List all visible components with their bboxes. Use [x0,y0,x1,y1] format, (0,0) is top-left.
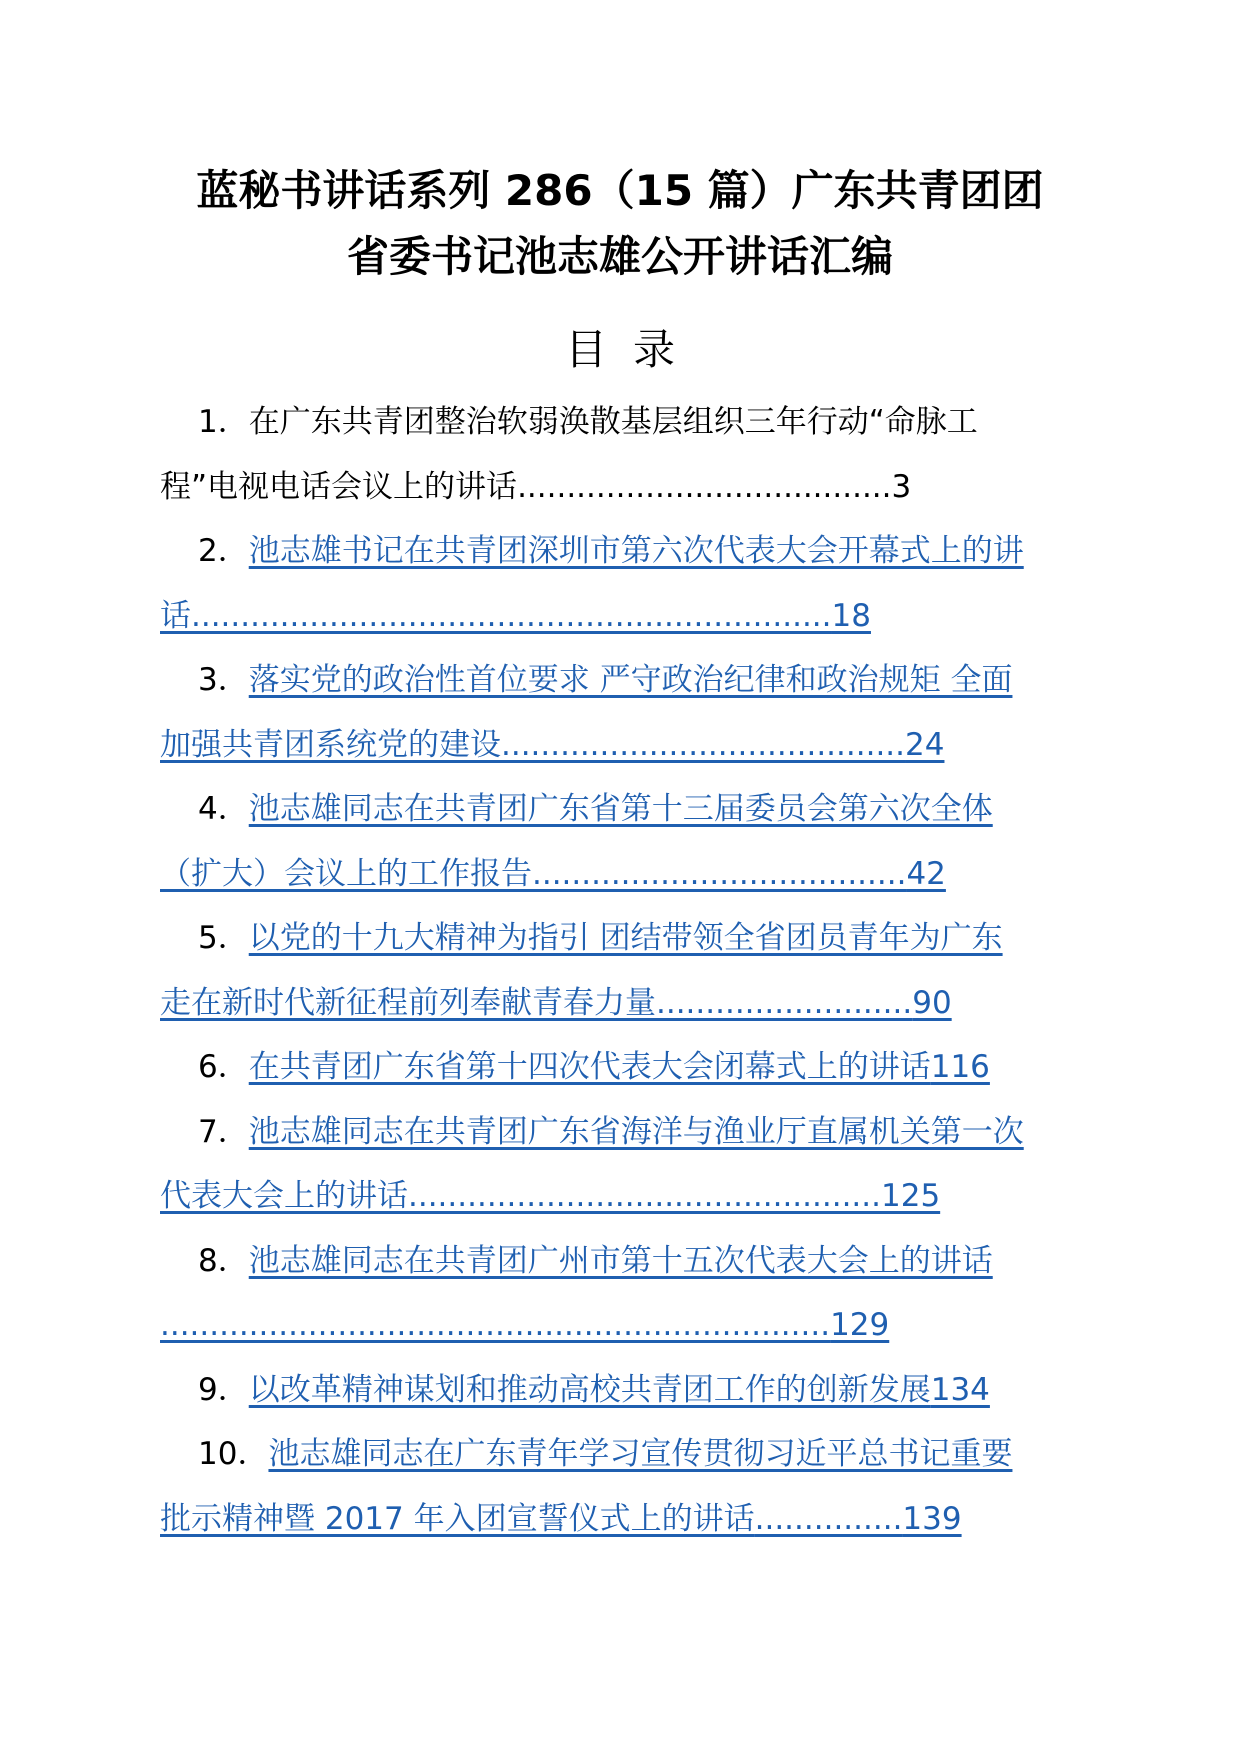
toc-entry[interactable] [160,648,1100,777]
toc-entry-number: 9． [198,1371,249,1408]
toc-entry-title[interactable]: 池志雄同志在共青团广州市第十五次代表大会上的讲话 [248,1242,993,1279]
toc-entry-title: 在广东共青团整治软弱涣散基层组织三年行动“命脉工 [248,404,978,440]
toc-entry-leader[interactable]: ................................................................. [191,597,832,634]
toc-entry [160,390,1100,519]
toc-entry-line [160,584,1100,649]
toc-entry-title-continued[interactable]: 走在新时代新征程前列奉献青春力量 [160,984,656,1021]
toc-entry-line [160,455,1100,520]
toc-entry[interactable] [160,519,1100,648]
toc-entry-number: 3． [198,662,249,698]
toc-entry-page: 3 [891,468,912,505]
table-of-contents [160,390,1100,1551]
toc-entry-line [160,648,1100,713]
toc-entry-line [160,1164,1100,1229]
toc-entry-title-continued[interactable]: （扩大）会议上的工作报告 [160,855,532,892]
toc-entry[interactable] [160,777,1100,906]
toc-entry-number: 5． [198,920,249,956]
toc-entry-title[interactable]: 落实党的政治性首位要求 严守政治纪律和政治规矩 全面 [248,662,1013,698]
toc-entry-number: 7． [198,1113,249,1150]
toc-entry-page[interactable]: 125 [881,1178,941,1214]
toc-entry-title-continued[interactable]: 代表大会上的讲话 [160,1178,408,1214]
toc-entry-page[interactable]: 18 [831,597,871,634]
toc-entry-page[interactable]: 129 [830,1307,890,1343]
toc-entry-number: 4． [198,791,249,827]
toc-entry-number: 1． [198,404,249,440]
toc-entry-title-continued[interactable]: 批示精神暨 2017 年入团宣誓仪式上的讲话 [160,1500,755,1537]
toc-entry-leader[interactable]: ......................................... [501,726,906,763]
toc-entry[interactable] [160,1422,1100,1551]
toc-entry-page[interactable]: 42 [906,855,946,892]
toc-entry[interactable] [160,1358,1100,1423]
toc-entry-line [160,971,1100,1036]
toc-entry-title[interactable]: 以改革精神谋划和推动高校共青团工作的创新发展 [248,1371,931,1408]
toc-entry-line [160,1487,1100,1552]
toc-entry-page[interactable]: 139 [902,1500,962,1537]
toc-entry-line [160,390,1100,455]
toc-entry-line [160,1035,1100,1100]
toc-entry-title-continued[interactable]: 话 [160,597,191,634]
title-line-2: 省委书记池志雄公开讲话汇编 [346,232,893,281]
toc-entry-title[interactable]: 池志雄同志在共青团广东省第十三届委员会第六次全体 [248,791,993,827]
toc-entry-line [160,1100,1100,1165]
toc-entry-title[interactable]: 池志雄同志在广东青年学习宣传贯彻习近平总书记重要 [268,1436,1013,1472]
toc-entry-title-continued[interactable]: 加强共青团系统党的建设 [160,726,501,763]
toc-entry-line [160,1422,1100,1487]
toc-entry-line [160,842,1100,907]
toc-entry-title[interactable]: 池志雄书记在共青团深圳市第六次代表大会开幕式上的讲 [248,533,1024,569]
toc-entry-line [160,713,1100,778]
toc-entry-number: 2． [198,533,249,569]
toc-entry-line [160,1229,1100,1294]
toc-entry-line [160,777,1100,842]
toc-entry-leader[interactable]: .................................................................... [160,1307,831,1343]
toc-entry-title-continued: 程”电视电话会议上的讲话 [160,468,518,505]
toc-entry-leader[interactable]: ................................................ [408,1178,881,1214]
toc-entry[interactable] [160,906,1100,1035]
toc-entry-page[interactable]: 24 [905,726,945,763]
toc-entry-line [160,906,1100,971]
toc-entry-page[interactable]: 116 [930,1049,990,1085]
document-title [150,158,1090,290]
toc-entry[interactable] [160,1100,1100,1229]
toc-entry-title[interactable]: 以党的十九大精神为指引 团结带领全省团员青年为广东 [248,920,1003,956]
toc-entry-line [160,1358,1100,1423]
toc-entry[interactable] [160,1229,1100,1358]
toc-heading: 目录 [564,325,701,374]
toc-entry-page[interactable]: 90 [912,984,952,1021]
toc-entry-leader[interactable]: ............... [754,1500,903,1537]
toc-entry-page[interactable]: 134 [930,1371,990,1408]
toc-entry-leader: ...................................... [517,468,892,505]
toc-entry-leader[interactable]: ...................................... [532,855,907,892]
toc-entry[interactable] [160,1035,1100,1100]
toc-entry-number: 6． [198,1049,249,1085]
toc-entry-title[interactable]: 池志雄同志在共青团广东省海洋与渔业厅直属机关第一次 [248,1113,1024,1150]
toc-entry-number: 10． [198,1436,269,1472]
toc-entry-title[interactable]: 在共青团广东省第十四次代表大会闭幕式上的讲话 [248,1049,931,1085]
toc-entry-leader[interactable]: .......................... [656,984,913,1021]
toc-entry-number: 8． [198,1242,249,1279]
title-line-1: 蓝秘书讲话系列 286（15 篇）广东共青团团 [196,166,1044,215]
toc-entry-line [160,519,1100,584]
toc-entry-line [160,1293,1100,1358]
